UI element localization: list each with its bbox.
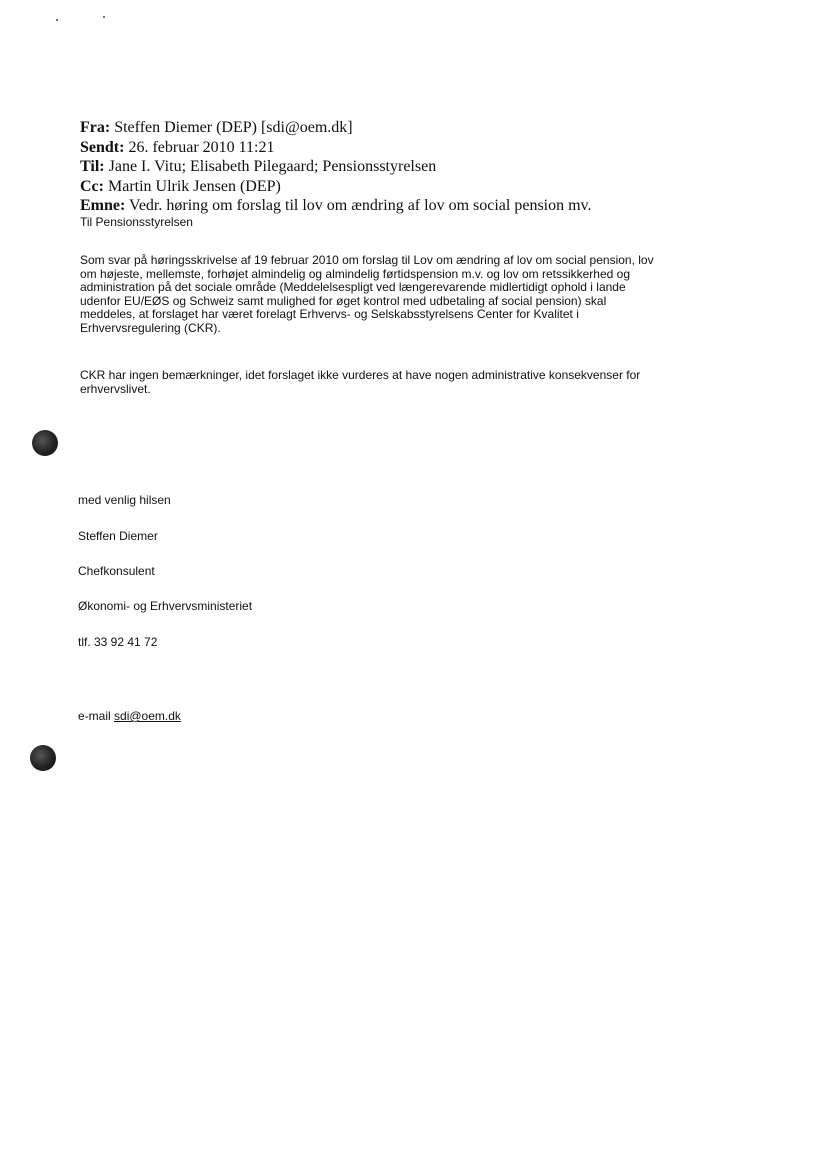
- subject-value: Vedr. høring om forslag til lov om ændring af lov om social pension mv.: [129, 197, 592, 214]
- paragraph-line: Som svar på høringsskrivelse af 19 februar 2010 om forslag til Lov om ændring af lov om social pension, lov: [80, 253, 654, 267]
- signature-email-line: [78, 710, 181, 724]
- signature-title: Chefkonsulent: [78, 564, 155, 578]
- signature-phone: tlf. 33 92 41 72: [78, 635, 158, 649]
- to-line: [80, 157, 760, 177]
- signature-organization: Økonomi- og Erhvervsministeriet: [78, 599, 253, 613]
- signature-greeting: med venlig hilsen: [78, 493, 171, 507]
- to-label: Til:: [80, 158, 105, 175]
- paragraph-line: Erhvervsregulering (CKR).: [80, 320, 221, 335]
- cc-line: [80, 177, 760, 197]
- signature-name: Steffen Diemer: [78, 529, 158, 543]
- from-line: [80, 118, 760, 138]
- sent-label: Sendt:: [80, 138, 125, 156]
- email-header: [80, 118, 760, 216]
- body-paragraph-2: [80, 369, 760, 396]
- paragraph-line: udenfor EU/EØS og Schweiz samt mulighed for øget kontrol med udbetaling af social pension) skal: [80, 293, 607, 308]
- subject-label: Emne:: [80, 197, 126, 214]
- paragraph-line: om højeste, mellemste, forhøjet almindelig og almindelig førtidspension m.v. og lov om retssikkerhed og: [80, 266, 631, 281]
- to-value: Jane I. Vitu; Elisabeth Pilegaard; Pensionsstyrelsen: [108, 158, 437, 175]
- cc-label: Cc:: [80, 177, 104, 195]
- salutation: Til Pensionsstyrelsen: [80, 215, 193, 229]
- sent-value: 26. februar 2010 11:21: [128, 138, 275, 156]
- cc-value: Martin Ulrik Jensen (DEP): [107, 177, 281, 195]
- from-value: Steffen Diemer (DEP) [sdi@oem.dk]: [114, 119, 353, 136]
- scan-speck: [103, 16, 105, 18]
- punch-hole-bottom: [30, 745, 56, 771]
- paragraph-line: CKR har ingen bemærkninger, idet forslaget ikke vurderes at have nogen administrative konsekvenser for: [80, 368, 641, 382]
- scan-speck: [56, 19, 58, 21]
- paragraph-line: meddeles, at forslaget har været forelagt Erhvervs- og Selskabsstyrelsens Center for Kvalitet i: [80, 307, 579, 321]
- paragraph-line: administration på det sociale område (Meddelelsespligt ved længerevarende midlertidigt ophold i lande: [80, 280, 626, 294]
- sent-line: [80, 138, 760, 158]
- email-link[interactable]: sdi@oem.dk: [114, 709, 181, 723]
- from-label: Fra:: [80, 119, 111, 136]
- email-prefix: e-mail: [78, 709, 115, 723]
- punch-hole-top: [32, 430, 58, 456]
- subject-line: [80, 196, 760, 216]
- paragraph-line: erhvervslivet.: [80, 381, 151, 396]
- body-paragraph-1: [80, 254, 760, 335]
